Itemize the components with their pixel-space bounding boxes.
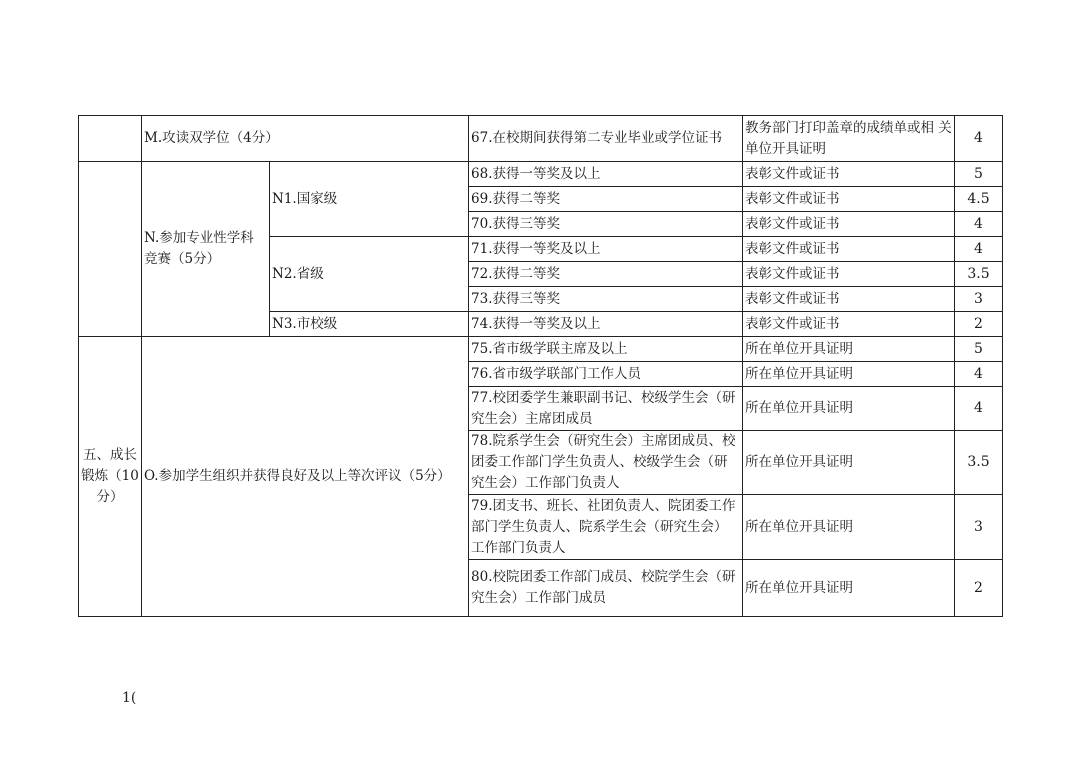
score-cell: 4	[955, 387, 1003, 431]
item-cell: 71.获得一等奖及以上	[469, 237, 743, 262]
table-row	[79, 162, 1003, 187]
item-cell: 68.获得一等奖及以上	[469, 162, 743, 187]
proof-cell: 所在单位开具证明	[743, 495, 955, 560]
score-cell: 4	[955, 116, 1003, 162]
score-cell: 3	[955, 495, 1003, 560]
proof-cell: 所在单位开具证明	[743, 387, 955, 431]
table-row	[79, 337, 1003, 362]
score-cell: 3.5	[955, 262, 1003, 287]
page-number: 1(	[122, 690, 137, 706]
table-row	[79, 116, 1003, 162]
proof-cell: 所在单位开具证明	[743, 431, 955, 495]
proof-cell: 所在单位开具证明	[743, 560, 955, 617]
score-cell: 2	[955, 312, 1003, 337]
score-cell: 3	[955, 287, 1003, 312]
item-cell: 77.校团委学生兼职副书记、校级学生会（研 究生会）主席团成员	[469, 387, 743, 431]
item-cell: 73.获得三等奖	[469, 287, 743, 312]
proof-cell: 表彰文件或证书	[743, 187, 955, 212]
proof-cell: 表彰文件或证书	[743, 162, 955, 187]
score-cell: 4	[955, 212, 1003, 237]
item-cell: 75.省市级学联主席及以上	[469, 337, 743, 362]
blank-category-cell	[79, 116, 142, 162]
blank-category-cell	[79, 162, 142, 337]
category-o: O.参加学生组织并获得良好及以上等次评议（5分）	[142, 337, 469, 617]
score-cell: 4.5	[955, 187, 1003, 212]
proof-cell: 所在单位开具证明	[743, 362, 955, 387]
subcategory-n1: N1.国家级	[270, 162, 469, 237]
item-cell: 69.获得二等奖	[469, 187, 743, 212]
proof-cell: 表彰文件或证书	[743, 287, 955, 312]
proof-cell: 所在单位开具证明	[743, 337, 955, 362]
item-cell: 67.在校期间获得第二专业毕业或学位证书	[469, 116, 743, 162]
section-five-label: 五、成长锻炼（10分）	[79, 337, 142, 617]
proof-cell: 表彰文件或证书	[743, 312, 955, 337]
item-cell: 72.获得二等奖	[469, 262, 743, 287]
item-cell: 70.获得三等奖	[469, 212, 743, 237]
score-cell: 3.5	[955, 431, 1003, 495]
item-cell: 78.院系学生会（研究生会）主席团成员、校 团委工作部门学生负责人、校级学生会（研 究生会）工作部门负责人	[469, 431, 743, 495]
score-cell: 4	[955, 237, 1003, 262]
category-m: M.攻读双学位（4分）	[142, 116, 469, 162]
proof-cell: 教务部门打印盖章的成绩单或相 关单位开具证明	[743, 116, 955, 162]
subcategory-n2: N2.省级	[270, 237, 469, 312]
score-cell: 4	[955, 362, 1003, 387]
criteria-table	[78, 115, 1003, 617]
subcategory-n3: N3.市校级	[270, 312, 469, 337]
score-cell: 2	[955, 560, 1003, 617]
score-cell: 5	[955, 162, 1003, 187]
proof-cell: 表彰文件或证书	[743, 237, 955, 262]
proof-cell: 表彰文件或证书	[743, 212, 955, 237]
category-n: N.参加专业性学科竞赛（5分）	[142, 162, 270, 337]
item-cell: 80.校院团委工作部门成员、校院学生会（研 究生会）工作部门成员	[469, 560, 743, 617]
proof-cell: 表彰文件或证书	[743, 262, 955, 287]
item-cell: 79.团支书、班长、社团负责人、院团委工作 部门学生负责人、院系学生会（研究生会） 工作部门负责人	[469, 495, 743, 560]
score-cell: 5	[955, 337, 1003, 362]
item-cell: 76.省市级学联部门工作人员	[469, 362, 743, 387]
item-cell: 74.获得一等奖及以上	[469, 312, 743, 337]
